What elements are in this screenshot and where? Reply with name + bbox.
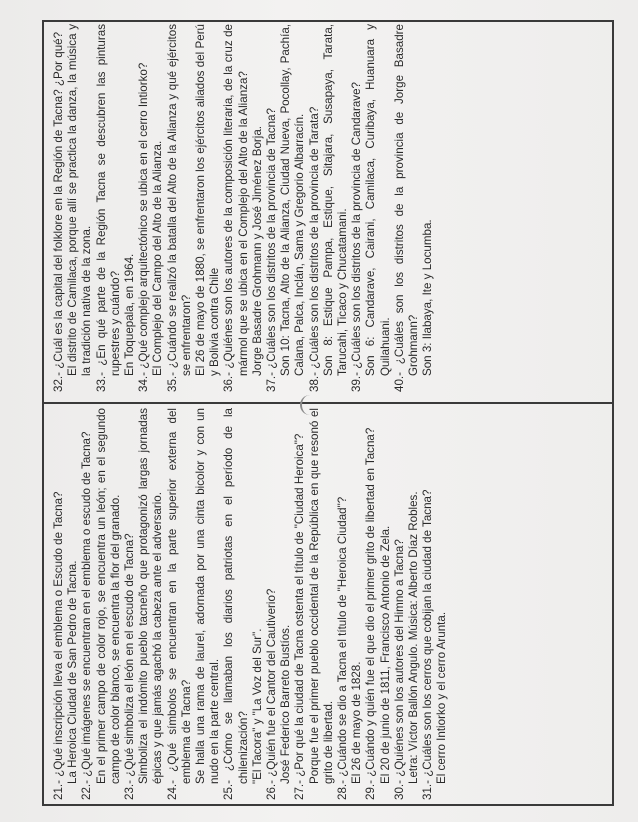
question-item [265, 24, 308, 392]
question-item [222, 24, 265, 392]
question-item [393, 408, 421, 800]
question-text: 22.- ¿Qué imágenes se encuentran en el emblema o escudo de Tacna? [80, 431, 94, 800]
question-text: 27.- ¿Por qué la ciudad de Tacna ostenta el título de "Ciudad Heroica"? [293, 433, 307, 800]
question-item [350, 24, 393, 392]
question-text: 32.- ¿Cuál es la capital del folklore en la Región de Tacna? ¿Por qué? [52, 31, 65, 392]
question-text: 33.- ¿En qué parte de la Región Tacna se descubren las pinturas rupestres y cuándo? [94, 24, 122, 392]
question-item [293, 408, 336, 800]
question-item [308, 24, 351, 392]
question-item [137, 24, 165, 392]
answer-text: El distrito de Camilaca, porque allí se practica la danza, la música y la tradición nativa de la zona. [66, 24, 94, 376]
answer-text: Son 3: Ilabaya, Ite y Locumba. [421, 219, 435, 376]
question-item [52, 24, 95, 392]
answer-text: "El Tacora" y "La Voz del Sur". [250, 628, 264, 784]
answer-text: El Complejo del Campo del Alto de la Alianza. [151, 140, 165, 376]
question-item [364, 408, 392, 800]
answer-text: La Heroica Ciudad de San Pedro de Tacna. [66, 560, 80, 784]
question-item [166, 24, 223, 392]
answer-text: El 26 de mayo de 1828. [350, 661, 364, 784]
question-item [336, 408, 364, 800]
question-item [265, 408, 293, 800]
answer-text: En el primer campo de color rojo, se encuentra un león; en el segundo campo de color blanco, se encuentra la flor del granado. [94, 408, 122, 784]
question-text: 40.- ¿Cuáles son los distritos de la provincia de Jorge Basadre Grohmann? [392, 24, 421, 392]
answer-text: Letra: Víctor Ballón Angulo. Música: Alberto Díaz Robles. [407, 491, 421, 784]
question-text: 36.- ¿Quiénes son los autores de la composición literaria, de la cruz de mármol que se ubica en el Complejo del Alto de la Alianza? [222, 24, 250, 392]
question-text: 38.- ¿Cuáles son los distritos de la provincia de Tarata? [307, 106, 321, 392]
answer-text: El 20 de junio de 1811, Francisco Antonio de Zela. [378, 525, 392, 784]
question-item [222, 408, 265, 800]
question-text: 24.- ¿Qué símbolos se encuentran en la parte superior externa del emblema de Tacna? [165, 408, 193, 800]
answer-text: El cerro Intiorko y el cerro Arunta. [435, 611, 449, 784]
answer-text: Son 8: Estique Pampa, Estique, Sitajara, Susapaya, Tarata, Tarucahi, Ticaco y Chucatamani. [321, 24, 350, 376]
question-text: 21.- ¿Qué inscripción lleva el emblema o Escudo de Tacna? [52, 491, 65, 800]
answer-text: Simboliza el indómito pueblo tacneño que protagonizó largas jornadas épicas y que jamás agachó la cabeza ante el adversario. [137, 408, 165, 784]
answer-text: Son 10: Tacna, Alto de la Alianza, Ciudad Nueva, Pocollay, Pachía, Calana, Palca, Inclán, Sama y Gregorio Albarracín. [279, 24, 307, 376]
question-item [393, 24, 436, 392]
question-text: 35.- ¿Cuándo se realizó la batalla del Alto de la Alianza y qué ejércitos se enfrentaron? [165, 24, 193, 392]
question-text: 34.- ¿Qué complejo arquitectónico se ubica en el cerro Intiorko? [137, 62, 151, 392]
question-item [80, 408, 123, 800]
answer-text: José Federico Barreto Bustíos. [279, 624, 293, 784]
answer-text: Se halla una rama de laurel, adornada por una cinta bicolor y con un nudo en la parte central. [194, 408, 222, 784]
question-text: 23.- ¿Qué simboliza el león en el escudo de Tacna? [123, 533, 137, 800]
answer-text: Jorge Basadre Grohmann y José Jiménez Borja. [250, 125, 264, 376]
answer-text: Son 6: Candarave, Cairani, Camilaca, Curibaya, Huanuara y Quilahuani. [364, 24, 392, 376]
question-text: 28.- ¿Cuándo se dio a Tacna el título de "Heroica Ciudad"? [336, 496, 350, 800]
answer-text: El 26 de mayo de 1880, se enfrentaron los ejércitos aliados del Perú y Bolivia contra Chile [194, 24, 222, 376]
question-text: 26.- ¿Quién fue el Cantor del Cautiverio? [265, 588, 279, 800]
question-text: 31.- ¿Cuáles son los cerros que cobijan la ciudad de Tacna? [421, 489, 435, 800]
question-item [95, 24, 138, 392]
question-item [421, 408, 449, 800]
question-item [166, 408, 223, 800]
question-text: 30.- ¿Quiénes son los autores del Himno a Tacna? [392, 539, 406, 800]
question-item [123, 408, 166, 800]
question-text: 39.- ¿Cuáles son los distritos de la provincia de Candarave? [350, 82, 364, 392]
answer-text: Porque fue el primer pueblo occidental de la República en que resonó el grito de libertad. [307, 408, 335, 784]
answer-text: En Toquepala, en 1964. [123, 253, 137, 376]
question-item [52, 408, 80, 800]
question-text: 25.- ¿Cómo se llamaban los diarios patriotas en el período de la chilenización? [222, 408, 250, 800]
questions-column-32-40 [52, 24, 435, 392]
question-text: 29.- ¿Cuándo y quién fue el que dio el primer grito de libertad en Tacna? [364, 427, 378, 800]
question-text: 37.- ¿Cuáles son los distritos de la provincia de Tacna? [265, 108, 279, 392]
questions-column-21-31 [52, 408, 450, 800]
